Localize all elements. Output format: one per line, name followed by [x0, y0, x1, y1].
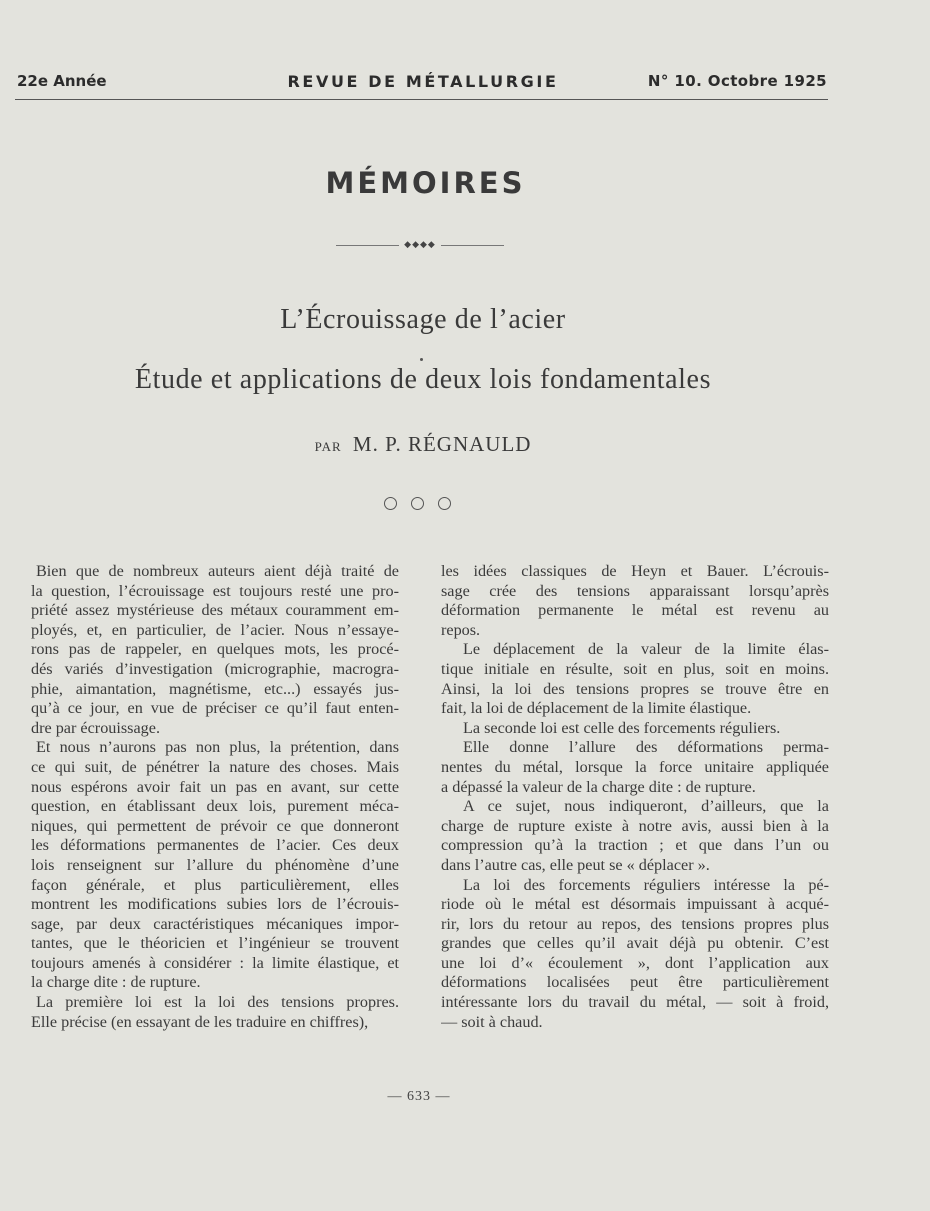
circle-icon — [384, 497, 397, 510]
circle-icon — [438, 497, 451, 510]
text-line: une loi d’« écoulement », dont l’application aux — [441, 953, 829, 972]
text-line: a dépassé la valeur de la charge dite : de rupture. — [441, 777, 756, 796]
text-line: priété assez mystérieuse des métaux couramment em- — [31, 601, 399, 620]
circle-icon — [411, 497, 424, 510]
text-line: charge de rupture existe à notre avis, aussi bien à la — [441, 816, 829, 835]
text-line: La seconde loi est celle des forcements réguliers. — [463, 718, 781, 737]
text-line: grandes que celles qu’il avait déjà pu obtenir. C’est — [441, 934, 829, 953]
text-line: ce qui suit, de pénétrer la nature des choses. Mais — [31, 757, 399, 776]
text-line: la question, l’écrouissage est toujours resté une pro- — [31, 581, 399, 600]
text-line: montrent les modifications subies lors de l’écrouis- — [31, 895, 399, 914]
circles-ornament — [0, 491, 834, 514]
text-line: A ce sujet, nous indiqueront, d’ailleurs, que la — [463, 797, 829, 816]
byline-prefix: PAR — [314, 439, 342, 454]
left-column — [31, 562, 399, 1032]
ornament-divider — [336, 238, 504, 252]
text-line: — soit à chaud. — [441, 1012, 543, 1031]
text-line: les idées classiques de Heyn et Bauer. L’écrouis- — [441, 562, 829, 580]
text-line: Elle donne l’allure des déformations perma- — [463, 738, 829, 757]
text-line: dés variés d’investigation (micrographie, macrogra- — [31, 659, 399, 678]
page-number: — 633 — — [387, 1089, 451, 1104]
text-line: repos. — [441, 620, 481, 639]
header-volume: 22e Année — [17, 72, 107, 90]
diamond-ornament-icon: ◆◆◆◆ — [404, 239, 436, 249]
header-journal-title: REVUE DE MÉTALLURGIE — [287, 72, 559, 91]
text-line: dre par écrouissage. — [31, 718, 160, 737]
article-subtitle: Étude et applications de deux lois fondamentales — [134, 364, 712, 395]
header-issue-date: N° 10. Octobre 1925 — [647, 72, 827, 90]
author-name: M. P. RÉGNAULD — [352, 432, 532, 456]
text-line: riode où le métal est désormais impuissant à acqué- — [441, 895, 829, 914]
text-line: Bien que de nombreux auteurs aient déjà traité de — [36, 562, 399, 580]
text-line: tique initiale en résulte, soit en plus, soit en moins. — [441, 659, 829, 678]
right-column — [441, 562, 829, 1032]
text-line: dans l’autre cas, elle peut se « déplacer ». — [441, 855, 710, 874]
text-line: La première loi est la loi des tensions propres. — [36, 993, 399, 1012]
text-line: toujours amenés à considérer : la limite élastique, et — [31, 953, 399, 972]
text-line: sage crée des tensions apparaissant lorsqu’après — [441, 581, 829, 600]
text-line: question, en établissant deux lois, purement méca- — [31, 797, 399, 816]
text-line: tantes, que le théoricien et l’ingénieur se trouvent — [31, 934, 399, 953]
text-line: déformations localisées peut être particulièrement — [441, 973, 829, 992]
text-line: la charge dite : de rupture. — [31, 973, 201, 992]
byline — [0, 432, 846, 457]
text-line: sage, par deux caractéristiques mécaniques impor- — [31, 914, 399, 933]
ornament-line-right — [441, 245, 504, 246]
text-line: lois renseignent sur l’allure du phénomène d’une — [31, 855, 399, 874]
text-line: rir, lors du retour au repos, des tensions propres plus — [441, 914, 829, 933]
text-line: fait, la loi de déplacement de la limite élastique. — [441, 699, 752, 718]
text-line: nentes du métal, lorsque la force unitaire appliquée — [441, 757, 829, 776]
text-line: compression qu’à la traction ; et que dans l’un ou — [441, 836, 829, 855]
header-rule — [15, 99, 828, 100]
section-heading: MÉMOIRES — [325, 166, 526, 200]
text-line: déformation permanente le métal est revenu au — [441, 601, 829, 620]
text-line: La loi des forcements réguliers intéresse la pé- — [463, 875, 829, 894]
text-line: Et nous n’aurons pas non plus, la prétention, dans — [36, 738, 399, 757]
text-line: rons pas de rappeler, en quelques mots, les procé- — [31, 640, 399, 659]
title-dot — [420, 358, 423, 361]
text-line: nous espérons avoir fait un pas en avant, sur cette — [31, 777, 399, 796]
ornament-line-left — [336, 245, 399, 246]
text-line: Le déplacement de la valeur de la limite élas- — [463, 640, 829, 659]
text-line: intéressante lors du travail du métal, — soit à froid, — [441, 993, 829, 1012]
text-line: phie, aimantation, magnétisme, etc...) essayés jus- — [31, 679, 399, 698]
text-line: ployés, et, en particulier, de l’acier. Nous n’essaye- — [31, 620, 399, 639]
text-line: Elle précise (en essayant de les traduire en chiffres), — [31, 1012, 369, 1031]
text-line: les déformations permanentes de l’acier. Ces deux — [31, 836, 399, 855]
text-line: niques, qui permettent de prévoir ce que donneront — [31, 816, 399, 835]
text-line: qu’à ce jour, en vue de préciser ce qu’il faut enten- — [31, 699, 399, 718]
text-line: façon générale, et plus particulièrement, elles — [31, 875, 399, 894]
article-title: L’Écrouissage de l’acier — [280, 304, 566, 335]
text-line: Ainsi, la loi des tensions propres se trouve être en — [441, 679, 829, 698]
